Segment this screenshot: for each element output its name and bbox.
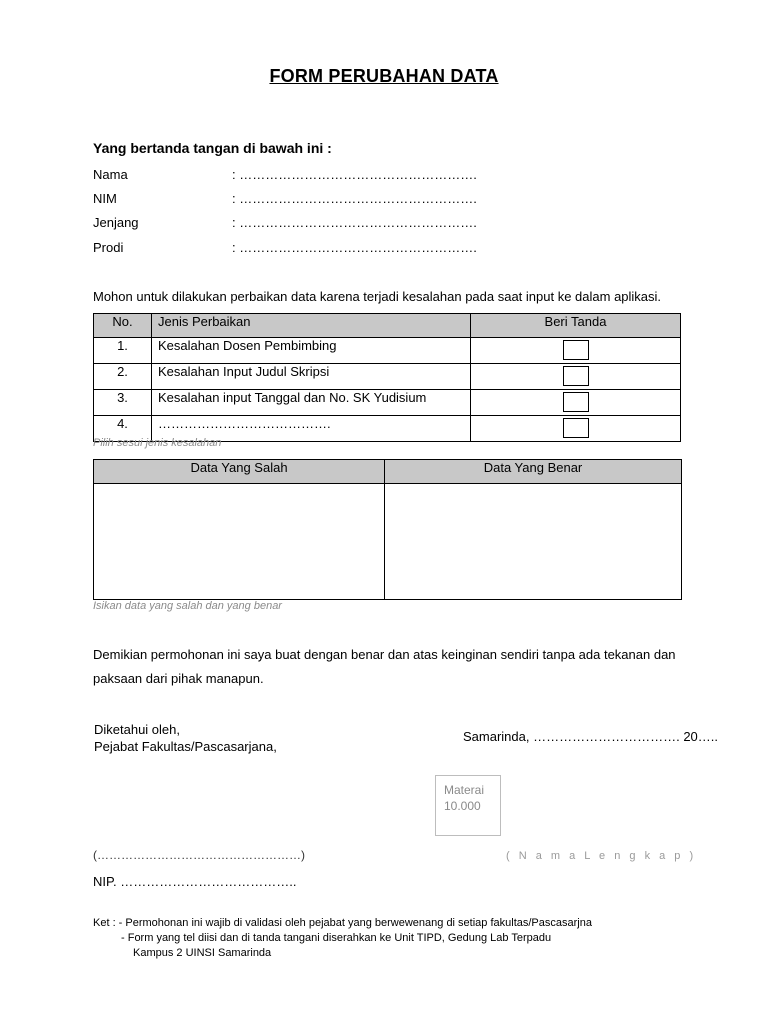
stamp-line-1: Materai xyxy=(444,783,485,797)
checkbox[interactable] xyxy=(563,418,589,438)
row-tanda-cell xyxy=(471,364,681,390)
table-row xyxy=(94,364,681,390)
request-text: Mohon untuk dilakukan perbaikan data karena terjadi kesalahan pada saat input ke dalam aplikasi. xyxy=(93,289,662,304)
header-no: No. xyxy=(94,314,152,338)
footnote-line-3: Kampus 2 UINSI Samarinda xyxy=(133,947,272,959)
table-header-row xyxy=(94,314,681,338)
row-number: 4. xyxy=(94,416,152,442)
note-pilih: Pilih sesui jenis kesalahan xyxy=(93,437,222,449)
row-jenis: Kesalahan Dosen Pembimbing xyxy=(152,338,471,364)
row-number: 1. xyxy=(94,338,152,364)
field-value-nama[interactable]: : ………………………………………………. xyxy=(232,167,477,182)
table-row xyxy=(94,484,682,600)
row-jenis[interactable]: …………………………………. xyxy=(152,416,471,442)
data-salah-cell[interactable] xyxy=(94,484,385,600)
official-title: Pejabat Fakultas/Pascasarjana, xyxy=(94,739,277,754)
full-name-placeholder[interactable]: ( N a m a L e n g k a p ) xyxy=(506,850,697,862)
footnote-line-2: - Form yang tel diisi dan di tanda tangani diserahkan ke Unit TIPD, Gedung Lab Terpadu xyxy=(121,932,552,944)
row-number: 3. xyxy=(94,390,152,416)
field-label-jenjang: Jenjang xyxy=(93,215,139,230)
field-value-jenjang[interactable]: : ………………………………………………. xyxy=(232,215,477,230)
statement-line-1: Demikian permohonan ini saya buat dengan benar dan atas keinginan sendiri tanpa ada tekanan dan xyxy=(93,647,676,662)
place-date[interactable]: Samarinda, ……………………………. 20….. xyxy=(463,729,718,744)
footnote-line-1: Ket : - Permohonan ini wajib di validasi oleh pejabat yang berwewenang di setiap fakultas/Pascasarjna xyxy=(93,917,592,929)
intro-heading: Yang bertanda tangan di bawah ini : xyxy=(93,140,332,156)
row-number: 2. xyxy=(94,364,152,390)
table-header-row xyxy=(94,460,682,484)
header-beri-tanda: Beri Tanda xyxy=(471,314,681,338)
row-jenis: Kesalahan input Tanggal dan No. SK Yudisium xyxy=(152,390,471,416)
header-jenis-perbaikan: Jenis Perbaikan xyxy=(152,314,471,338)
approval-block xyxy=(94,721,277,755)
nip-line[interactable]: NIP. ………………………………….. xyxy=(93,874,297,889)
known-by-label: Diketahui oleh, xyxy=(94,722,180,737)
field-label-prodi: Prodi xyxy=(93,240,124,255)
checkbox[interactable] xyxy=(563,340,589,360)
row-tanda-cell xyxy=(471,416,681,442)
statement-line-2: paksaan dari pihak manapun. xyxy=(93,671,264,686)
row-jenis: Kesalahan Input Judul Skripsi xyxy=(152,364,471,390)
data-benar-cell[interactable] xyxy=(385,484,682,600)
footnotes xyxy=(93,916,592,961)
field-value-nim[interactable]: : ………………………………………………. xyxy=(232,191,477,206)
field-value-prodi[interactable]: : ………………………………………………. xyxy=(232,240,477,255)
checkbox[interactable] xyxy=(563,366,589,386)
statement-text xyxy=(93,643,693,691)
header-data-benar: Data Yang Benar xyxy=(385,460,682,484)
stamp-line-2: 10.000 xyxy=(444,799,481,813)
note-isikan: Isikan data yang salah dan yang benar xyxy=(93,600,282,612)
field-label-nama: Nama xyxy=(93,167,128,182)
checkbox[interactable] xyxy=(563,392,589,412)
official-name-line[interactable]: (……………………………………………) xyxy=(93,848,305,862)
data-comparison-table xyxy=(93,459,682,600)
row-tanda-cell xyxy=(471,390,681,416)
page-title: FORM PERUBAHAN DATA xyxy=(269,66,499,86)
row-tanda-cell xyxy=(471,338,681,364)
table-row xyxy=(94,338,681,364)
stamp-box xyxy=(435,775,501,836)
field-label-nim: NIM xyxy=(93,191,117,206)
table-row xyxy=(94,390,681,416)
header-data-salah: Data Yang Salah xyxy=(94,460,385,484)
correction-type-table xyxy=(93,313,681,442)
